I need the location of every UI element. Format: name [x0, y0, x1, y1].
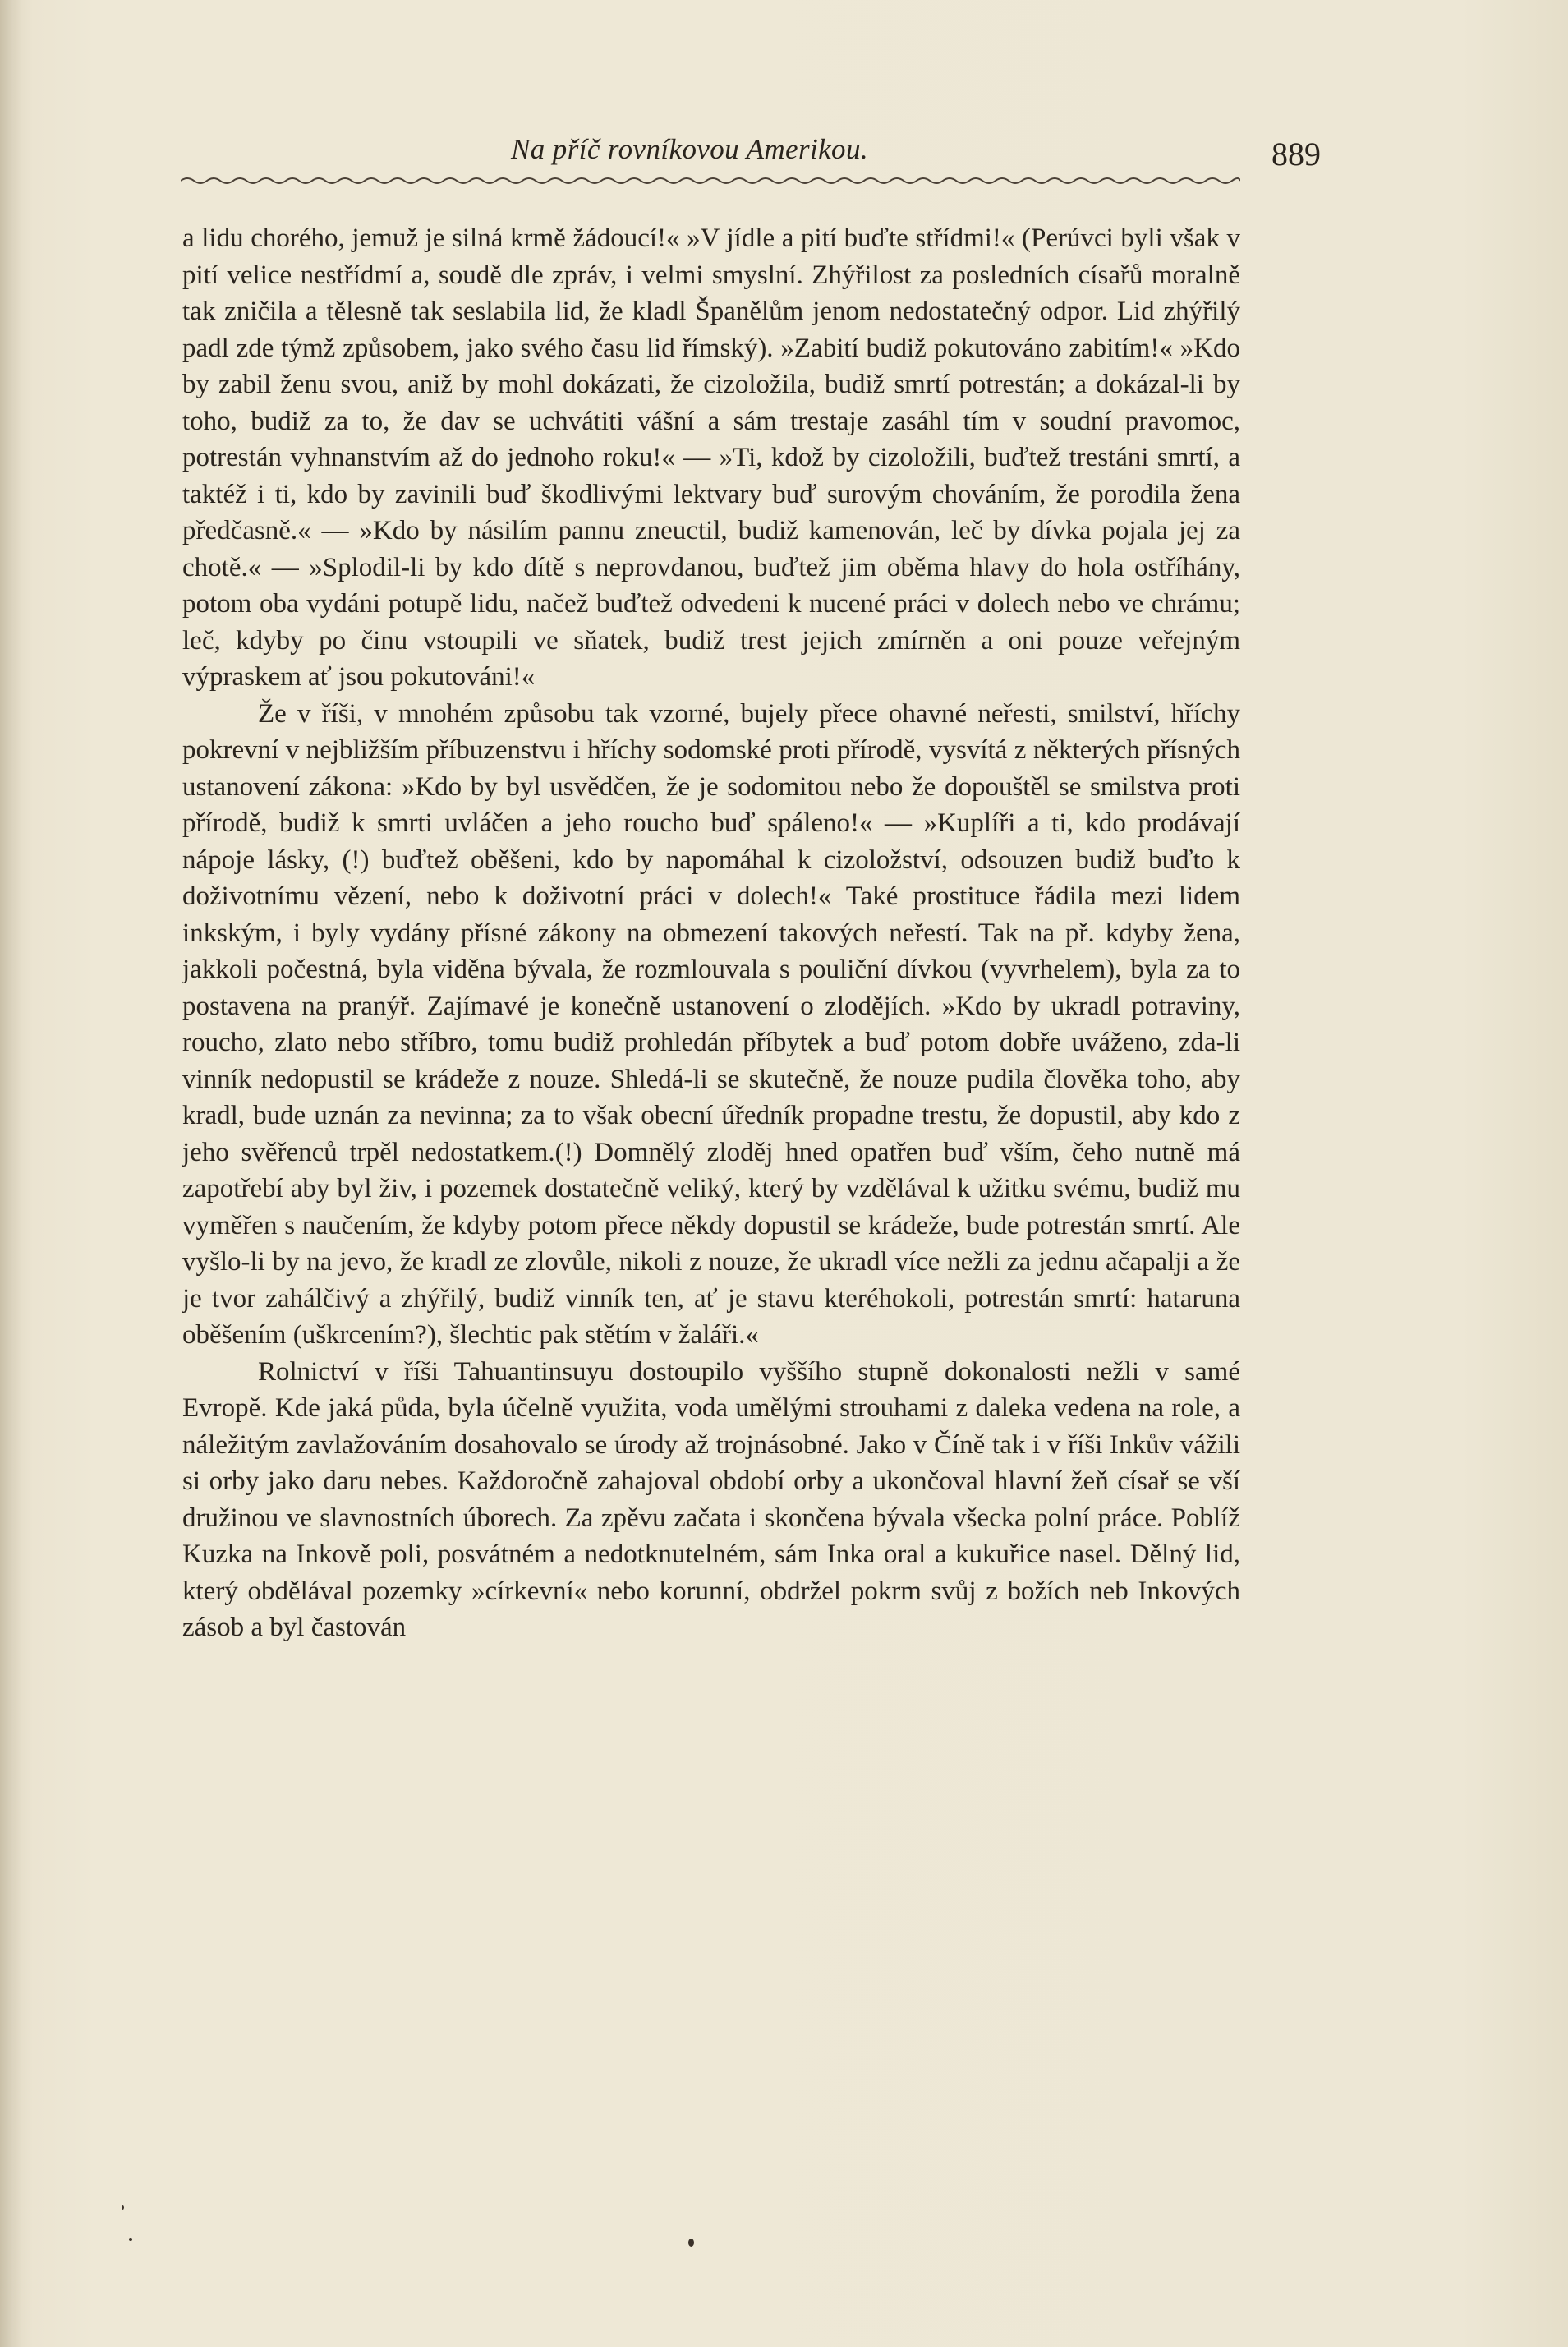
paragraph-3: Rolnictví v říši Tahuantinsuyu dostoupilo vyššího stupně dokonalosti nežli v samé Evropě. Kde jaká půda, byla účelně využita, voda umělými strouhami z daleka vedena na role, a náležitým zavlažováním dosahovalo se úrody až trojnásobné. Jako v Číně tak i v říši Inkův vážili si orby jako daru nebes. Každoročně zahajoval období orby a ukončoval hlavní žeň císař se vší družinou ve slavnostních úborech. Za zpěvu začata i skončena bývala všecka polní práce. Poblíž Kuzka na Inkově poli, posvátném a nedotknutelném, sám Inka oral a kukuřice nasel. Dělný lid, který obdělával pozemky »církevní« nebo korunní, obdržel pokrm svůj z božích neb Inkových zásob a byl častován	[182, 1356, 1240, 1642]
paper-speck	[129, 2238, 132, 2241]
header-wavy-rule	[181, 174, 1240, 186]
paper-speck	[122, 2205, 124, 2210]
paper-speck	[688, 2239, 694, 2247]
body-text	[182, 220, 1240, 1646]
paragraph-2: Že v říši, v mnohém způsobu tak vzorné, bujely přece ohavné neřesti, smilství, hříchy pokrevní v nejbližším příbuzenstvu i hříchy sodomské proti přírodě, vysvítá z některých přísných ustanovení zákona: »Kdo by byl usvědčen, že je sodomitou nebo že dopouštěl se smilstva proti přírodě, budiž k smrti uvláčen a jeho roucho buď spáleno!« — »Kuplíři a ti, kdo prodávají nápoje lásky, (!) buďtež oběšeni, kdo by napomáhal k cizoložství, odsouzen budiž buďto k doživotnímu vězení, nebo k doživotní práci v dolech!« Také prostituce řádila mezi lidem inkským, i byly vydány přísné zákony na obmezení takových neřestí. Tak na př. kdyby žena, jakkoli počestná, byla viděna bývala, že rozmlouvala s pouliční dívkou (vyvrhelem), byla za to postavena na pranýř. Zajímavé je konečně ustanovení o zlodějích. »Kdo by ukradl potraviny, roucho, zlato nebo stříbro, tomu budiž prohledán příbytek a buď potom dobře uváženo, zda-li vinník nedopustil se krádeže z nouze. Shledá-li se skutečně, že nouze pudila člověka toho, aby kradl, bude uznán za nevinna; za to však obecní úředník propadne trestu, že dopustil, aby kdo z jeho svěřenců trpěl nedostatkem.(!) Domnělý zloděj hned opatřen buď vším, čeho nutně má zapotřebí aby byl živ, i pozemek dostatečně veliký, který by vzdělával k užitku svému, budiž mu vyměřen s naučením, že kdyby potom přece někdy dopustil se krádeže, bude potrestán smrtí. Ale vyšlo-li by na jevo, že kradl ze zlovůle, nikoli z nouze, že ukradl více nežli za jednu ačapalji a že je tvor zahálčivý a zhýřilý, budiž vinník ten, ať je stavu kteréhokoli, potrestán smrtí: hataruna oběšením (uškrcením?), šlechtic pak stětím v žaláři.«	[182, 698, 1240, 1350]
page-number: 889	[1271, 136, 1321, 173]
page-gutter-shadow	[0, 0, 21, 2347]
running-head: Na příč rovníkovou Amerikou.	[511, 133, 869, 165]
paragraph-1: a lidu chorého, jemuž je silná krmě žádoucí!« »V jídle a pití buďte střídmi!« (Perúvci byli však v pití velice nestřídmí a, soudě dle zpráv, i velmi smyslní. Zhýřilost za posledních císařů moralně tak zničila a tělesně tak seslabila lid, že kladl Španělům jenom nedostatečný odpor. Lid zhýřilý padl zde týmž způsobem, jako svého času lid římský). »Zabití budiž pokutováno zabitím!« »Kdo by zabil ženu svou, aniž by mohl dokázati, že cizoložila, budiž smrtí potrestán; a dokázal-li by toho, budiž za to, že dav se uchvátiti vášní a sám trestaje zasáhl tím v soudní pravomoc, potrestán vyhnanstvím až do jednoho roku!« — »Ti, kdož by cizoložili, buďtež trestáni smrtí, a taktéž i ti, kdo by zavinili buď škodlivými lektvary buď surovým chováním, že porodila žena předčasně.« — »Kdo by násilím pannu zneuctil, budiž kamenován, leč by dívka pojala jej za chotě.« — »Splodil-li by kdo dítě s neprovdanou, buďtež jim oběma hlavy do hola ostříhány, potom oba vydáni potupě lidu, načež buďtež odvedeni k nucené práci v dolech nebo ve chrámu; leč, kdyby po činu vstoupili ve sňatek, budiž trest jejich zmírněn a oni pouze veřejným výpraskem ať jsou pokutováni!«	[182, 223, 1240, 692]
